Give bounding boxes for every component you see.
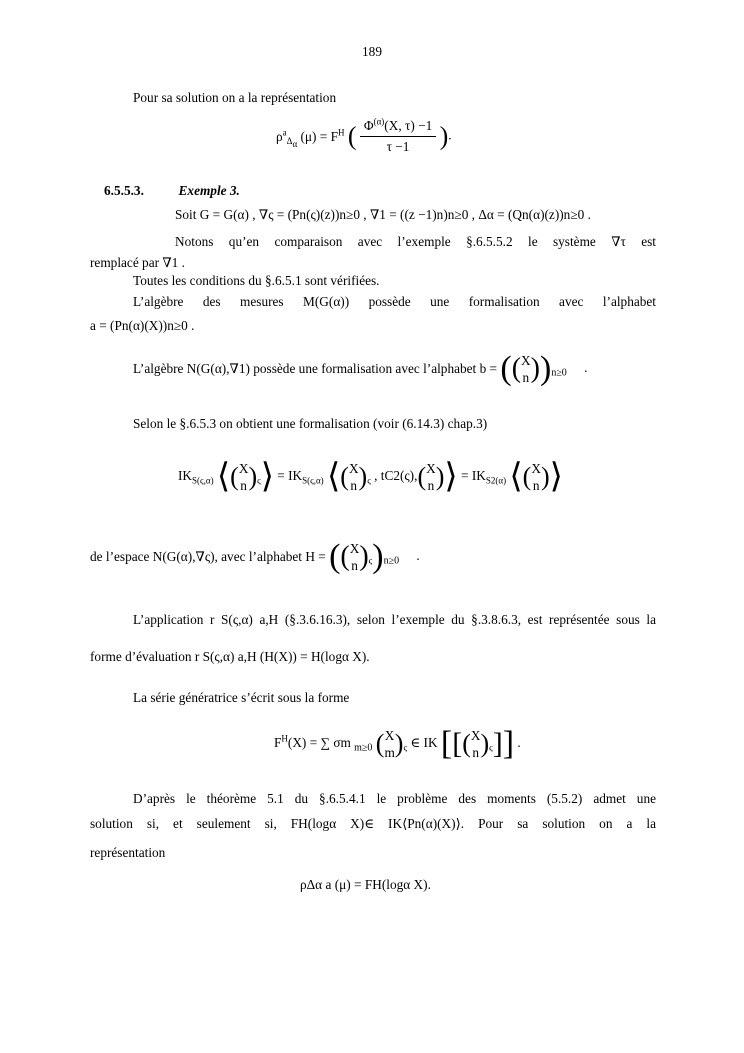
- apres-line-3: représentation: [90, 845, 166, 860]
- serie-paragraph: La série génératrice s’écrit sous la forme: [133, 690, 350, 705]
- notons-line-1: Notons qu’en comparaison avec l’exemple §.6.5.5.2 le système ∇τ est: [175, 234, 656, 249]
- toutes-conditions: Toutes les conditions du §.6.5.1 sont vérifiées.: [133, 273, 380, 288]
- equation-ik: $IK_{S(\varsigma,\alpha)}$ ⟨( X n )$_\varsigma⟩ = IK_{S(\varsigma,\alpha)}$ ⟨( X n )$_\varsigma$ , tC2(ς),( X n )⟩ = $IK_{S2(\alpha)}$ ⟨( X n )⟩: [178, 458, 563, 495]
- equation-series: $F^H(X)$ = ∑ σm $_{m\ge 0}$ ( X m )$_\varsigma$ ∈ IK [[( X n )$_\varsigma$]] .: [274, 725, 521, 762]
- section-heading: 6.5.5.3. Exemple 3.: [104, 183, 240, 198]
- paragraph-solution: Pour sa solution on a la représentation: [133, 90, 337, 105]
- apres-line-1: D’après le théorème 5.1 du §.6.5.4.1 le problème des moments (5.5.2) admet une: [133, 791, 656, 806]
- soit-line: Soit G = G(α) , ∇ς = (Pn(ς)(z))n≥0 , ∇1 = ((z −1)n)n≥0 , Δα = (Qn(α)(z))n≥0 .: [175, 207, 591, 222]
- notons-line-2: remplacé par ∇1 .: [90, 255, 185, 270]
- application-line-2: forme d’évaluation r S(ς,α) a,H (H(X)) = H(logα X).: [90, 649, 370, 664]
- algebre-m-line-1: L’algèbre des mesures M(G(α)) possède une formalisation avec l’alphabet: [133, 294, 656, 309]
- equation-rho-fraction: $\rho^a_{\Delta_\alpha}$ $(\mu) = F^H$ ( $\frac{\Phi^{(\alpha)}(X, \tau) -1}{\tau -1}$ ).: [276, 116, 452, 154]
- application-line-1: L’application r S(ς,α) a,H (§.3.6.16.3), selon l’exemple du §.3.8.6.3, est représentée sous la: [133, 612, 656, 627]
- espace-line: de l’espace N(G(α),∇ς), avec l’alphabet H = (( X n )$_\varsigma)_{n\ge 0}$ .: [90, 538, 420, 575]
- algebre-m-line-2: a = (Pn(α)(X))n≥0 .: [90, 318, 195, 333]
- algebre-n-line: L’algèbre N(G(α),∇1) possède une formalisation avec l’alphabet b = (( X n ))$_{n\ge 0}$ .: [133, 350, 588, 387]
- apres-line-2: solution si, et seulement si, FH(logα X)∈ IK⟨Pn(α)(X)⟩. Pour sa solution on a la: [90, 816, 656, 831]
- equation-last: ρΔα a (μ) = FH(logα X).: [300, 877, 431, 892]
- page-number: 189: [362, 44, 382, 59]
- selon-paragraph: Selon le §.6.5.3 on obtient une formalisation (voir (6.14.3) chap.3): [133, 416, 488, 431]
